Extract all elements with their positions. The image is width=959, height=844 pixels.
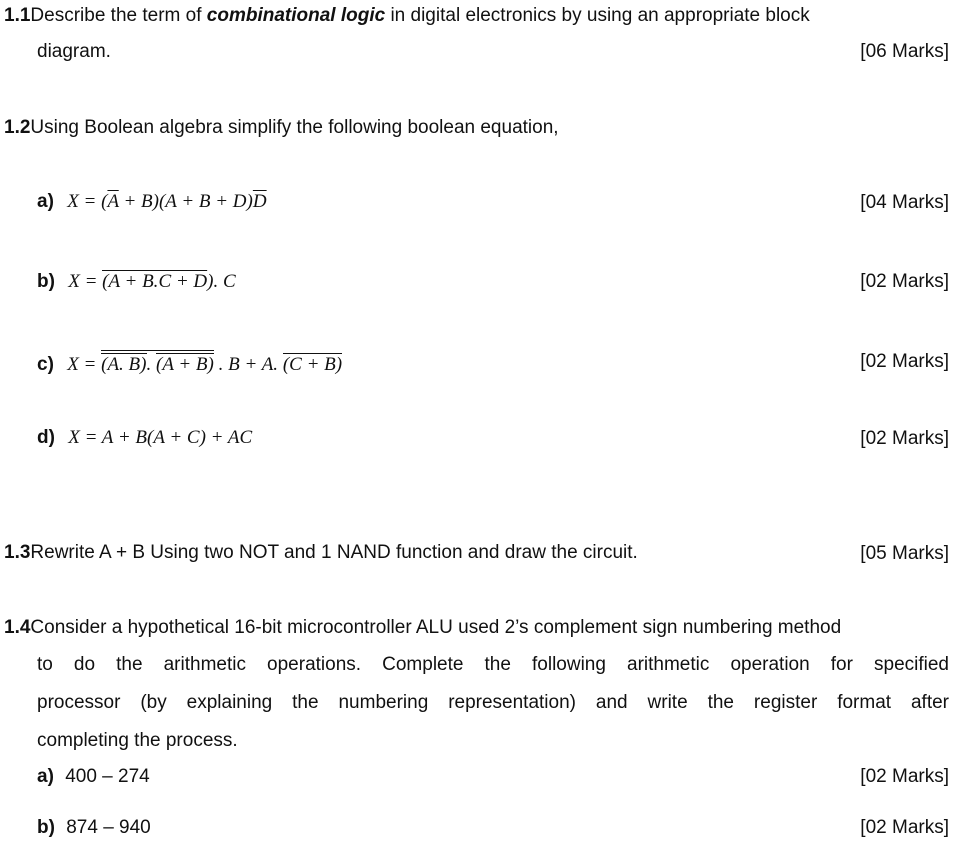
marks-1-2-b: [02 Marks]	[860, 271, 949, 292]
eq-b-close: ).	[207, 271, 219, 292]
part-1-2-a	[37, 191, 267, 213]
eq-a-lhs: X = (	[67, 191, 108, 212]
eq-c-g2: (A + B)	[156, 354, 214, 375]
part-1-2-b	[37, 270, 236, 293]
question-text-emphasis: combinational logic	[206, 5, 386, 26]
question-text-pre: Describe the term of	[30, 5, 207, 26]
question-1-1	[4, 5, 810, 27]
part-label: c)	[37, 354, 54, 375]
question-1-3	[4, 542, 638, 564]
marks-1-3: [05 Marks]	[860, 543, 949, 564]
question-1-4	[4, 617, 841, 639]
equation-d: X = A + B(A + C) + AC	[68, 427, 253, 448]
part-expression: 400 – 274	[65, 766, 150, 787]
eq-c-mid: . B + A.	[213, 354, 279, 375]
question-number: 1.4	[4, 617, 31, 638]
marks-1-4-b: [02 Marks]	[860, 817, 949, 838]
question-text-post: in digital electronics by using an appropriate block	[385, 5, 810, 26]
part-expression: 874 – 940	[66, 817, 151, 838]
part-1-4-a	[37, 766, 150, 788]
eq-b-over2: C + D	[158, 271, 208, 292]
question-1-4-line4: completing the process.	[37, 730, 238, 751]
marks-1-4-a: [02 Marks]	[860, 766, 949, 787]
part-1-2-c	[37, 350, 342, 376]
equation-b	[68, 271, 235, 292]
question-number: 1.2	[4, 117, 31, 138]
equation-a	[67, 191, 266, 212]
question-number: 1.1	[4, 5, 31, 26]
marks-1-2-c: [02 Marks]	[860, 351, 949, 372]
eq-a-rest: + B)(A + B + D)	[118, 191, 253, 212]
eq-a-dbar: $\overline{D}$	[252, 191, 267, 212]
eq-b-tail: C	[222, 271, 236, 292]
eq-c-dot1: .	[146, 354, 152, 375]
eq-b-overbar-group	[102, 270, 207, 292]
question-text: Using Boolean algebra simplify the following boolean equation,	[30, 117, 559, 138]
eq-c-g3: (C + B)	[282, 354, 343, 375]
eq-b-lhs: X =	[68, 271, 103, 292]
part-label: b)	[37, 817, 55, 838]
eq-b-over1: (A + B.	[102, 271, 159, 292]
question-1-4-line3: processor (by explaining the numbering representation) and write the register format after	[37, 692, 949, 713]
eq-c-lhs: X =	[67, 354, 102, 375]
marks-1-2-a: [04 Marks]	[860, 192, 949, 213]
eq-a-abar: $\overline{A}$	[107, 191, 119, 212]
question-1-2	[4, 117, 559, 139]
eq-c-outer-bar	[101, 350, 214, 376]
question-text-line1: Consider a hypothetical 16-bit microcontroller ALU used 2’s complement sign numbering method	[30, 617, 842, 638]
part-label: a)	[37, 766, 54, 787]
question-number: 1.3	[4, 542, 31, 563]
eq-c-g1: (A. B)	[101, 354, 147, 375]
marks-1-2-d: [02 Marks]	[860, 428, 949, 449]
part-1-4-b	[37, 817, 151, 839]
part-label: a)	[37, 191, 54, 212]
marks-1-1: [06 Marks]	[860, 41, 949, 62]
part-label: b)	[37, 271, 55, 292]
question-1-1-line2: diagram.	[37, 41, 111, 62]
question-text: Rewrite A + B Using two NOT and 1 NAND function and draw the circuit.	[30, 542, 638, 563]
part-1-2-d	[37, 427, 252, 449]
part-label: d)	[37, 427, 55, 448]
equation-c	[67, 354, 342, 375]
question-1-4-line2: to do the arithmetic operations. Complete the following arithmetic operation for specified	[37, 654, 949, 675]
